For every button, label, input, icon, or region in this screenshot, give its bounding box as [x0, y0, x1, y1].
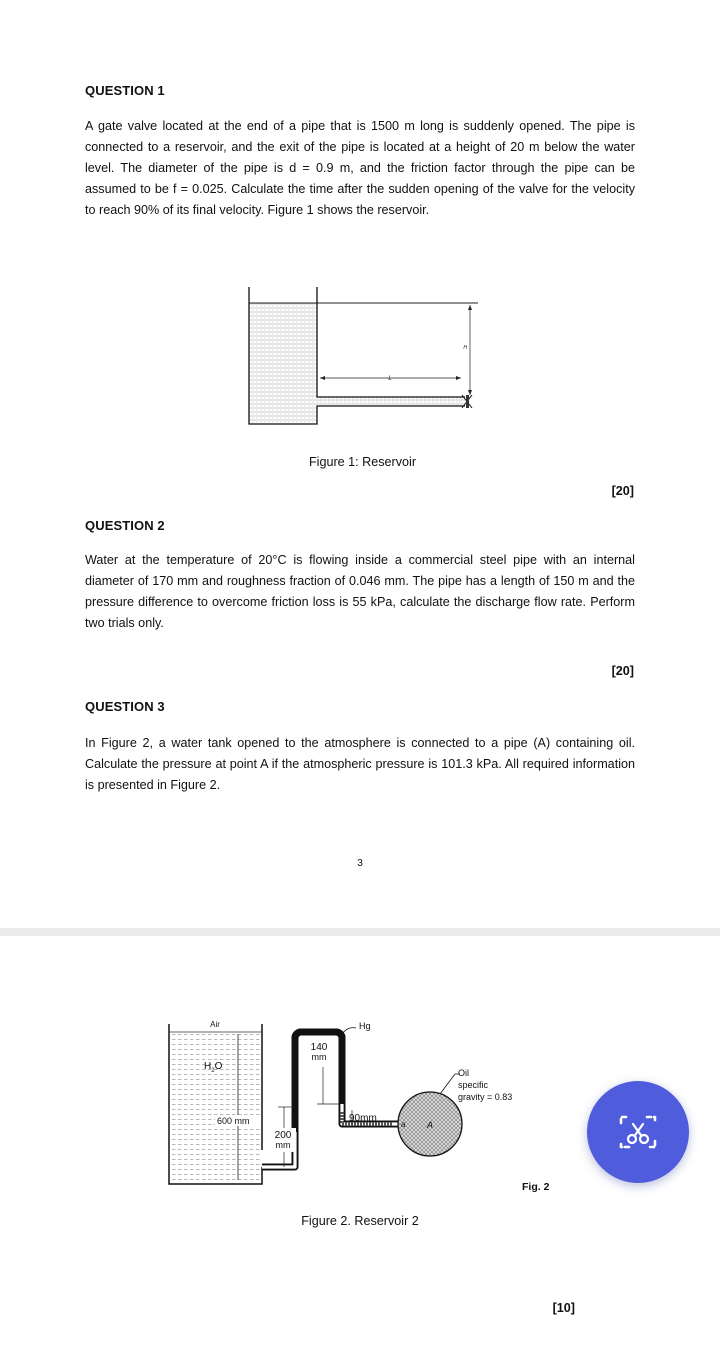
water-label: $H_2O$ [204, 1061, 223, 1074]
pipe-water [317, 397, 465, 406]
question-1-heading: QUESTION 1 [85, 83, 165, 98]
reservoir-figure-2 [160, 1012, 580, 1198]
page-number: 3 [357, 858, 363, 869]
point-a-label: A [427, 1120, 434, 1130]
question-1-marks: [20] [611, 484, 634, 498]
question-3-marks: [10] [552, 1301, 575, 1315]
question-2-heading: QUESTION 2 [85, 518, 165, 533]
reservoir-figure-1 [240, 283, 485, 428]
dim-140-unit: mm [311, 1052, 327, 1062]
question-1-text: A gate valve located at the end of a pipe that is 1500 m long is suddenly opened. The pipe is connected to a reservoir, and the exit of the pipe is located at a height of 20 m below the water level. The diameter of the pipe is d = 0.9 m, and the friction factor through the pipe can be assumed to be f = 0.025. Calculate the time after the sudden opening of the valve for the velocity to reach 90% of its final velocity. Figure 1 shows the reservoir. [85, 119, 635, 217]
oil-label: Oil specific gravity = 0.83 [458, 1068, 513, 1102]
reservoir-water [249, 303, 317, 424]
height-label: H [463, 345, 467, 351]
dim-600-label: 600 mm [217, 1116, 250, 1126]
figure-1-caption: Figure 1: Reservoir [308, 455, 417, 469]
figure-2-label: Fig. 2 [522, 1181, 550, 1193]
question-3-text: In Figure 2, a water tank opened to the atmosphere is connected to a pipe (A) containing oil. Calculate the pressure at point A if the atmospheric pressure is 101.3 kPa. All required information is presented in Figure 2. [85, 736, 635, 792]
dim-140-label: 140 [310, 1042, 328, 1053]
figure-2-caption: Figure 2. Reservoir 2 [301, 1214, 419, 1228]
page-separator [0, 928, 720, 936]
question-2-text: Water at the temperature of 20°C is flowing inside a commercial steel pipe with an internal diameter of 170 mm and roughness fraction of 0.046 mm. The pipe has a length of 150 m and the pressure difference to overcome friction loss is 55 kPa, calculate the discharge flow rate. Perform two trials only. [85, 553, 635, 630]
dim-200-unit: mm [275, 1140, 291, 1150]
water-tank [169, 1024, 262, 1184]
dim-90-label: 90mm [349, 1113, 377, 1124]
question-2-marks: [20] [611, 664, 634, 678]
dim-200-label: 200 [274, 1130, 292, 1141]
length-label: L [388, 376, 392, 382]
mercury-label: Hg [359, 1021, 371, 1031]
point-a-small-label: a [401, 1120, 406, 1129]
screenshot-tool-button[interactable] [587, 1081, 689, 1183]
air-label: Air [210, 1020, 220, 1029]
screenshot-scissors-icon [615, 1109, 661, 1155]
question-3-heading: QUESTION 3 [85, 699, 165, 714]
